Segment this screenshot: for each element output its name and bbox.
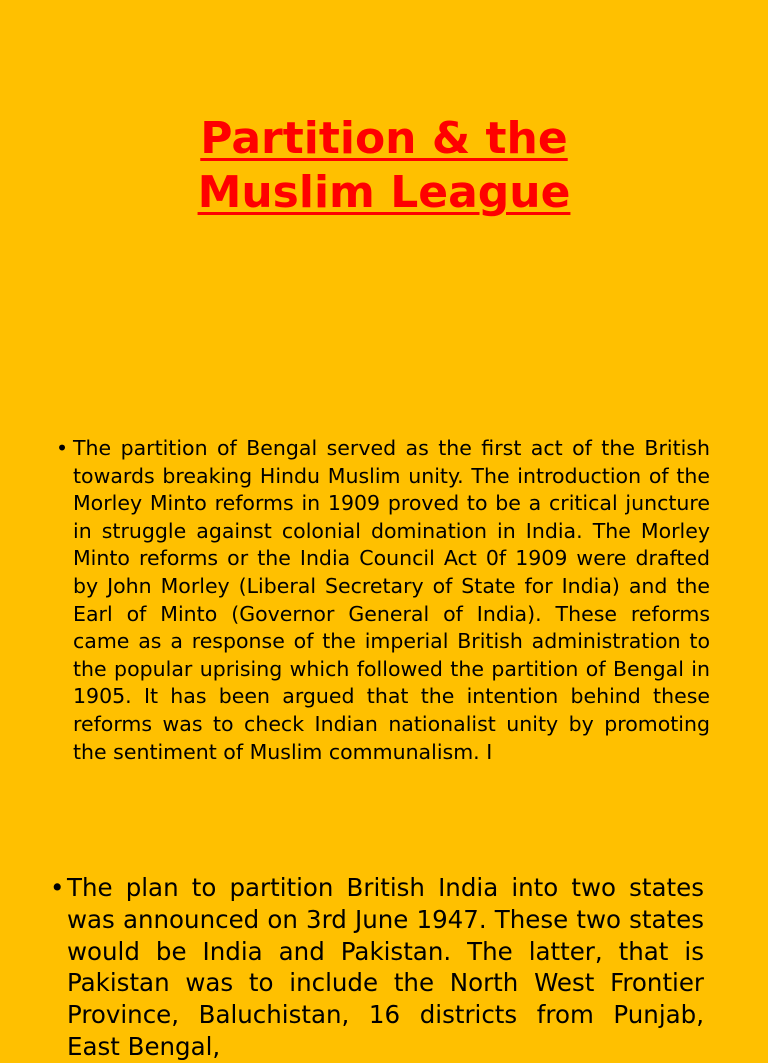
bullet-list-bengal xyxy=(56,435,710,766)
bullet-item xyxy=(56,435,710,766)
bullet-text: The partition of Bengal served as the first act of the British towards breaking Hindu Muslim unity. The introduction of the Morley Minto reforms in 1909 proved to be a critical juncture in struggle against colonial domination in India. The Morley Minto reforms or the India Council Act 0f 1909 were drafted by John Morley (Liberal Secretary of State for India) and the Earl of Minto (Governor General of India). These reforms came as a response of the imperial British administration to the popular uprising which followed the partition of Bengal in 1905. It has been argued that the intention behind these reforms was to check Indian nationalist unity by promoting the sentiment of Muslim communalism. I xyxy=(73,436,710,764)
bullet-item xyxy=(50,872,704,1063)
slide-title-line-1: Partition & the xyxy=(200,113,568,164)
bullet-marker: • xyxy=(56,436,69,460)
bullet-list-partition-plan xyxy=(50,872,704,1063)
slide-title xyxy=(0,112,768,220)
bullet-marker: • xyxy=(50,873,65,902)
slide-title-line-2: Muslim League xyxy=(197,167,571,218)
bullet-text: The plan to partition British India into two states was announced on 3rd June 1947. These two states would be India and Pakistan. The latter, that is Pakistan was to include the North West Frontier Province, Baluchistan, 16 districts from Punjab, East Bengal, xyxy=(67,873,704,1061)
